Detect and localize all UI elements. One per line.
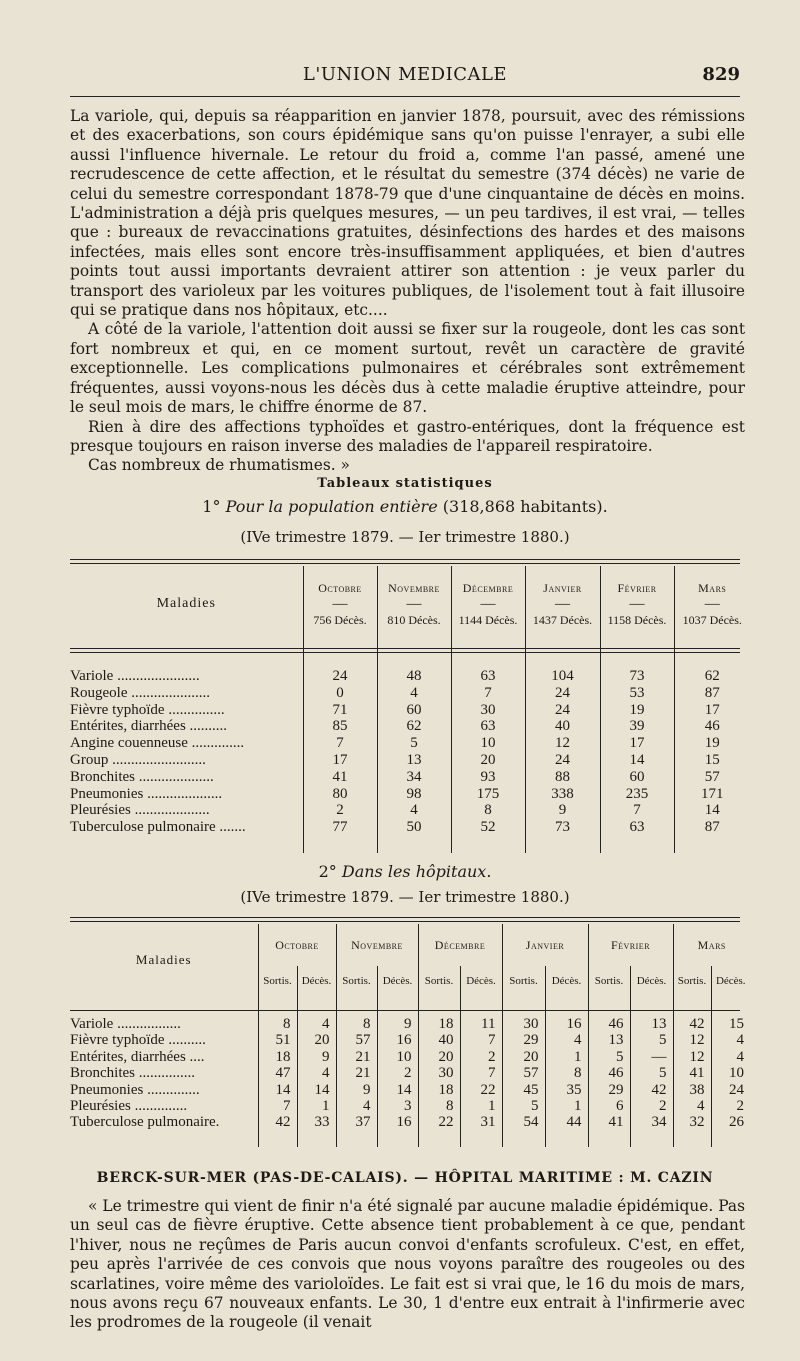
deces-count: 4 [711,1032,750,1048]
death-count: 2 [303,802,377,819]
death-count: 7 [303,735,377,752]
death-count: 17 [674,702,750,719]
deces-count: 8 [545,1065,588,1081]
table1-row [70,802,750,819]
table1-row [70,668,750,685]
sortis-count: 9 [336,1082,377,1098]
sortis-header: Sortis. [336,966,377,996]
sortis-header: Sortis. [673,966,711,996]
deces-count: 10 [711,1065,750,1081]
paragraph-typhoides: Rien à dire des affections typhoïdes et gastro-entériques, dont la fréquence est presque toujours en raison inverse des maladies de l'appareil respiratoire. [70,417,745,455]
table1-month-header: Février — 1158 Décès. [600,566,674,642]
paragraph-rougeole: A côté de la variole, l'attention doit aussi se fixer sur la rougeole, dont les cas sont fort nombreux et qui, en ce moment surtout, revêt un caractère de gravité exceptionnelle. Les complications pulmonaires et cérébrales sont extrêmement fréquentes, aussi voyons-nous les décès dus à cette maladie éruptive atteindre, pour le seul mois de mars, le chiffre énorme de 87. [70,320,745,417]
table1-row [70,819,750,836]
deces-count: 1 [460,1098,502,1114]
deces-header: Décès. [630,966,673,996]
death-count: 24 [525,752,600,769]
sortis-count: 57 [336,1032,377,1048]
table1-row [70,718,750,735]
deces-count: 5 [630,1065,673,1081]
disease-name: Bronchites .................... [70,768,214,785]
section2-period: (IVe trimestre 1879. — Ier trimestre 1880.) [240,888,570,906]
sortis-header: Sortis. [258,966,297,996]
table2-row [70,1049,750,1065]
table2-month-header: Mars [673,924,750,966]
death-count: 9 [525,802,600,819]
disease-name: Pleurésies .............. [70,1098,188,1115]
sortis-count: 47 [258,1065,297,1081]
sortis-count: 8 [258,1016,297,1032]
death-count: 63 [451,718,525,735]
deces-header: Décès. [460,966,502,996]
sortis-count: 18 [418,1016,460,1032]
deces-count: 44 [545,1114,588,1130]
death-count: 19 [600,702,674,719]
death-count: 63 [600,819,674,836]
table1-spacer-bottom [70,836,750,853]
death-count: 60 [600,769,674,786]
deces-count: 1 [545,1098,588,1114]
deces-count: 33 [297,1114,336,1130]
table2-month-header: Février [588,924,673,966]
sortis-count: 30 [502,1016,545,1032]
death-count: 12 [525,735,600,752]
disease-name: Pneumonies .................... [70,785,223,802]
table2-row [70,1114,750,1130]
table1-row [70,685,750,702]
table2-rule-top2 [70,921,740,922]
death-count: 14 [674,802,750,819]
sortis-count: 20 [502,1049,545,1065]
section1-label: Pour la population entière [225,497,438,516]
sortis-count: 22 [418,1114,460,1130]
deces-count: 31 [460,1114,502,1130]
table1-row [70,752,750,769]
death-count: 77 [303,819,377,836]
disease-name: Angine couenneuse .............. [70,735,245,752]
section2-heading [70,862,740,881]
death-count: 53 [600,685,674,702]
sortis-count: 40 [418,1032,460,1048]
death-count: 57 [674,769,750,786]
death-count: 13 [377,752,451,769]
table1-maladies-header: Maladies [156,596,216,611]
table2-spacer [70,996,750,1016]
deces-count: 10 [377,1049,418,1065]
death-count: 88 [525,769,600,786]
death-count: 80 [303,786,377,803]
deces-count: 15 [711,1016,750,1032]
deces-count: 16 [545,1016,588,1032]
death-count: 50 [377,819,451,836]
death-count: 39 [600,718,674,735]
deces-count: 7 [460,1065,502,1081]
sortis-count: 18 [258,1049,297,1065]
deces-count: 2 [460,1049,502,1065]
deces-count: 14 [297,1082,336,1098]
running-header [70,64,740,86]
deces-count: 5 [630,1032,673,1048]
table1-row [70,735,750,752]
deces-header: Décès. [377,966,418,996]
sortis-count: 37 [336,1114,377,1130]
deces-count: 4 [711,1049,750,1065]
deces-count: 9 [377,1016,418,1032]
paragraph-rhumatismes: Cas nombreux de rhumatismes. » [88,456,350,475]
death-count: 93 [451,769,525,786]
death-count: 7 [451,685,525,702]
deces-count: 4 [297,1065,336,1081]
sortis-count: 18 [418,1082,460,1098]
death-count: 87 [674,685,750,702]
sortis-count: 41 [673,1065,711,1081]
sortis-count: 42 [673,1016,711,1032]
death-count: 40 [525,718,600,735]
death-count: 235 [600,786,674,803]
table2-maladies-header: Maladies [135,952,192,967]
death-count: 15 [674,752,750,769]
deces-header: Décès. [711,966,750,996]
death-count: 62 [377,718,451,735]
deces-count: 26 [711,1114,750,1130]
death-count: 175 [451,786,525,803]
death-count: 19 [674,735,750,752]
sortis-count: 5 [588,1049,630,1065]
deces-count: 11 [460,1016,502,1032]
berck-title: BERCK-SUR-MER (PAS-DE-CALAIS). — HÔPITAL MARITIME : M. CAZIN [96,1170,714,1186]
sortis-count: 54 [502,1114,545,1130]
deces-count: 35 [545,1082,588,1098]
table2-month-header: Octobre [258,924,336,966]
disease-name: Fièvre typhoïde ............... [70,701,225,718]
death-count: 73 [525,819,600,836]
disease-name: Variole ...................... [70,668,200,684]
death-count: 4 [377,802,451,819]
disease-name: Variole ................. [70,1016,181,1032]
table1-month-header: Mars — 1037 Décès. [674,566,750,642]
page-number: 829 [702,64,740,85]
deces-count: 16 [377,1114,418,1130]
sortis-count: 7 [258,1098,297,1114]
table1-month-header: Janvier — 1437 Décès. [525,566,600,642]
death-count: 87 [674,819,750,836]
death-count: 10 [451,735,525,752]
death-count: 8 [451,802,525,819]
death-count: 104 [525,668,600,685]
disease-name: Bronchites ............... [70,1065,195,1082]
disease-name: Tuberculose pulmonaire. [70,1114,220,1131]
stats-title: Tableaux statistiques [317,476,493,491]
sortis-count: 13 [588,1032,630,1048]
sortis-count: 12 [673,1032,711,1048]
table2-row [70,1065,750,1081]
sortis-header: Sortis. [502,966,545,996]
deces-count: 42 [630,1082,673,1098]
deces-count: 13 [630,1016,673,1032]
deces-count: 1 [545,1049,588,1065]
disease-name: Entérites, diarrhées .... [70,1048,205,1065]
disease-name: Fièvre typhoïde .......... [70,1032,206,1049]
sortis-count: 14 [258,1082,297,1098]
sortis-count: 42 [258,1114,297,1130]
sortis-count: 32 [673,1114,711,1130]
death-count: 46 [674,718,750,735]
deces-count: 22 [460,1082,502,1098]
table2-month-header: Janvier [502,924,588,966]
death-count: 30 [451,702,525,719]
sortis-count: 51 [258,1032,297,1048]
death-count: 24 [525,685,600,702]
disease-name: Entérites, diarrhées .......... [70,718,228,735]
section1-period: (IVe trimestre 1879. — Ier trimestre 1880.) [240,528,570,546]
deces-header: Décès. [297,966,336,996]
sortis-count: 41 [588,1114,630,1130]
body-text [70,107,745,476]
sortis-count: 46 [588,1065,630,1081]
deces-count: 16 [377,1032,418,1048]
sortis-count: 30 [418,1065,460,1081]
death-count: 24 [303,668,377,685]
death-count: 34 [377,769,451,786]
table1-header-rule2 [70,652,740,653]
table2-row [70,1098,750,1114]
table2-rule-top [70,917,740,918]
paragraph-variole: La variole, qui, depuis sa réapparition en janvier 1878, poursuit, avec des rémissions et des exacerbations, son cours épidémique sans qu'on puisse l'enrayer, a subi elle aussi l'influence hivernale. Le retour du froid a, comme l'an passé, amené une recrudescence de cette affection, et le résultat du semestre (374 décès) ne varie de celui du semestre correspondant 1878-79 que d'une cinquantaine de décès en moins. L'administration a déjà pris quelques mesures, — un peu tardives, il est vrai, — telles que : bureaux de revaccinations gratuites, désinfections des hardes et des maisons infectées, mais elles sont encore très-insuffisamment appliquées, et bien d'autres points tout aussi importants devraient attirer son attention : je veux parler du transport des varioleux par les voitures publiques, de l'isolement tout à fait illusoire qui se pratique dans nos hôpitaux, etc.... [70,107,745,320]
sortis-count: 57 [502,1065,545,1081]
deces-count: 3 [377,1098,418,1114]
table2-month-row [70,924,750,966]
sortis-count: 8 [418,1098,460,1114]
table2-header-rule [70,1010,740,1011]
table1-row [70,786,750,803]
deces-count: — [630,1049,673,1065]
table1-rule-top2 [70,563,740,564]
death-count: 4 [377,685,451,702]
death-count: 14 [600,752,674,769]
deces-count: 24 [711,1082,750,1098]
death-count: 52 [451,819,525,836]
deces-count: 2 [630,1098,673,1114]
section1-number: 1° [202,497,221,516]
sortis-header: Sortis. [418,966,460,996]
deces-header: Décès. [545,966,588,996]
sortis-count: 12 [673,1049,711,1065]
table1-row [70,769,750,786]
section1-heading [70,497,740,516]
berck-paragraph: « Le trimestre qui vient de finir n'a été signalé par aucune maladie épidémique. Pas un seul cas de fièvre éruptive. Cette absence tient probablement à ce que, pendant l'hiver, nous ne reçûmes de Paris aucun convoi d'enfants scrofuleux. C'est, en effet, peu après l'arrivée de ces convois que nous voyons paraître des rougeoles ou des scarlatines, voire même des varioloïdes. Le fait est si vrai que, le 16 du mois de mars, nous avons reçu 67 nouveaux enfants. Le 30, 1 d'entre eux entrait à l'infirmerie avec les prodromes de la rougeole (il venait [70,1197,745,1332]
table2-row [70,1016,750,1032]
death-count: 48 [377,668,451,685]
table1-month-header: Décembre — 1144 Décès. [451,566,525,642]
deces-count: 1 [297,1098,336,1114]
sortis-count: 8 [336,1016,377,1032]
death-count: 85 [303,718,377,735]
section2-label: Dans les hôpitaux. [341,862,492,881]
berck-text [70,1197,745,1333]
journal-title: L'UNION MEDICALE [302,64,508,85]
disease-name: Tuberculose pulmonaire ....... [70,819,246,836]
death-count: 73 [600,668,674,685]
death-count: 171 [674,786,750,803]
sortis-count: 38 [673,1082,711,1098]
disease-name: Group ......................... [70,751,206,768]
death-count: 5 [377,735,451,752]
death-count: 41 [303,769,377,786]
disease-name: Pleurésies .................... [70,802,210,819]
death-count: 60 [377,702,451,719]
table1-month-header: Novembre — 810 Décès. [377,566,451,642]
section2-number: 2° [318,862,337,881]
disease-name: Rougeole ..................... [70,684,210,701]
death-count: 24 [525,702,600,719]
table1-row [70,702,750,719]
sortis-count: 6 [588,1098,630,1114]
sortis-count: 4 [673,1098,711,1114]
table1-spacer [70,642,750,668]
section1-population: (318,868 habitants). [442,497,608,516]
table2-row [70,1032,750,1048]
sortis-count: 21 [336,1065,377,1081]
deces-count: 4 [297,1016,336,1032]
table1-month-header: Octobre — 756 Décès. [303,566,377,642]
deces-count: 34 [630,1114,673,1130]
table1-rule-top [70,559,740,560]
sortis-count: 45 [502,1082,545,1098]
sortis-header: Sortis. [588,966,630,996]
table2-spacer-bottom [70,1131,750,1147]
death-count: 338 [525,786,600,803]
sortis-count: 5 [502,1098,545,1114]
sortis-count: 21 [336,1049,377,1065]
table1-header-rule [70,648,740,649]
sortis-count: 4 [336,1098,377,1114]
deces-count: 4 [545,1032,588,1048]
deces-count: 2 [711,1098,750,1114]
death-count: 63 [451,668,525,685]
table2 [70,924,750,1147]
header-rule [70,96,740,97]
death-count: 17 [600,735,674,752]
death-count: 7 [600,802,674,819]
death-count: 0 [303,685,377,702]
deces-count: 14 [377,1082,418,1098]
death-count: 62 [674,668,750,685]
table2-month-header: Décembre [418,924,502,966]
table2-row [70,1082,750,1098]
sortis-count: 29 [502,1032,545,1048]
death-count: 17 [303,752,377,769]
sortis-count: 29 [588,1082,630,1098]
table2-month-header: Novembre [336,924,418,966]
deces-count: 7 [460,1032,502,1048]
sortis-count: 46 [588,1016,630,1032]
sortis-count: 20 [418,1049,460,1065]
deces-count: 9 [297,1049,336,1065]
death-count: 20 [451,752,525,769]
deces-count: 20 [297,1032,336,1048]
disease-name: Pneumonies .............. [70,1081,200,1098]
death-count: 98 [377,786,451,803]
table1 [70,566,750,853]
table1-header-row [70,566,750,642]
death-count: 71 [303,702,377,719]
deces-count: 2 [377,1065,418,1081]
